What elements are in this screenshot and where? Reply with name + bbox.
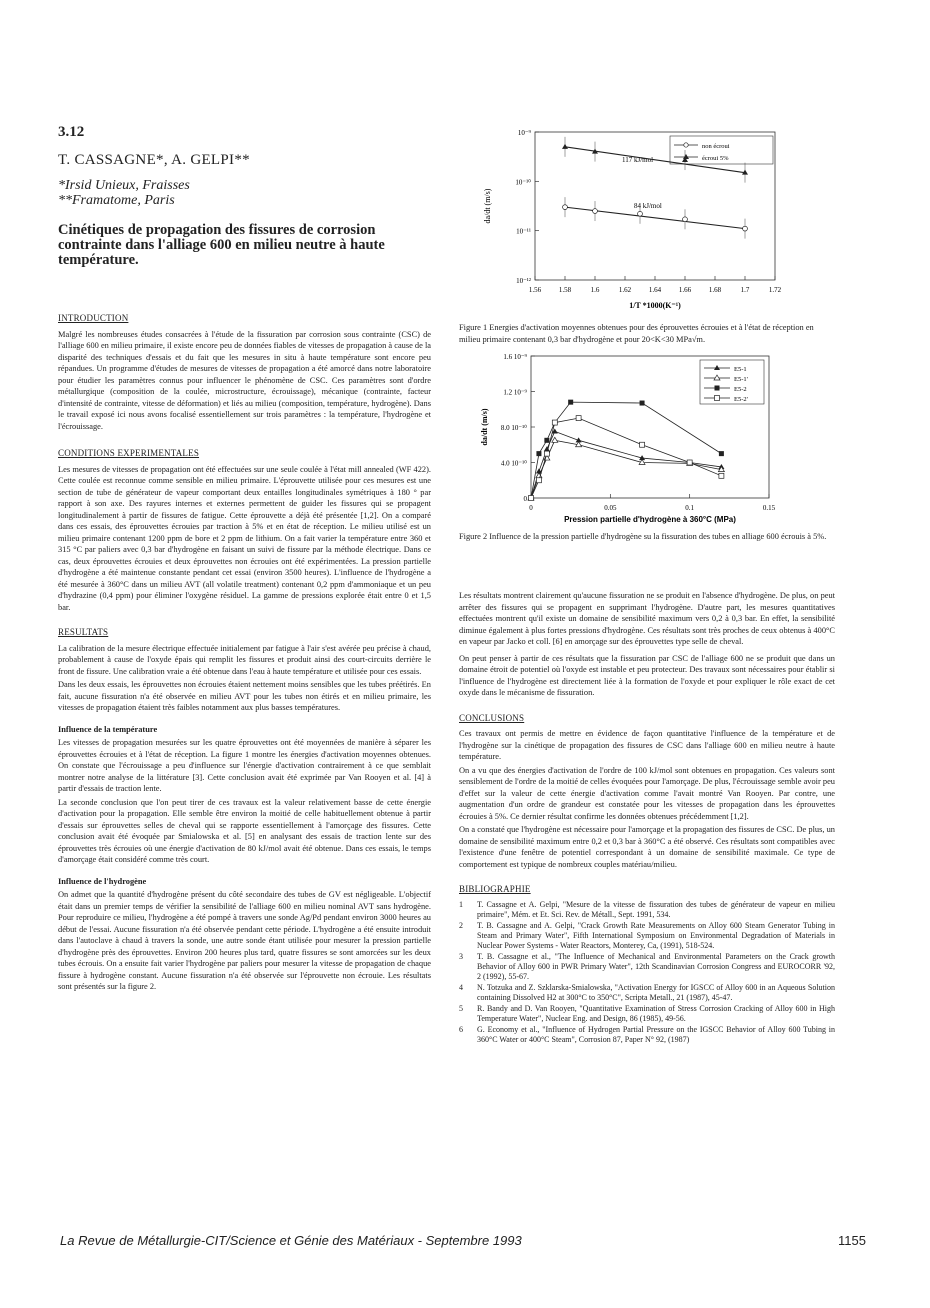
figure-2-y-label: da/dt (m/s) xyxy=(480,408,489,446)
figure-2-x-tick-label: 0.1 xyxy=(685,504,695,512)
figure-1-y-ticks xyxy=(515,129,539,285)
affiliation-2: **Framatome, Paris xyxy=(58,193,175,208)
bibliography-text: G. Economy et al., "Influence of Hydrogen Partial Pressure on the IGSCC Behavior of Alloy 600 Tubing in 360°C Water or 400°C Steam", Corrosion 87, Paper N° 92, (1987) xyxy=(477,1024,835,1044)
bibliography-number: 6 xyxy=(459,1024,463,1034)
figure-1-x-tick-label: 1.62 xyxy=(618,286,632,294)
bibliography-item xyxy=(459,921,835,951)
figure-2-legend-label: E5-2' xyxy=(734,396,748,403)
figure-2-y-tick-label: 8.0 10⁻¹⁰ xyxy=(500,424,527,432)
bibliography-number: 2 xyxy=(459,920,463,930)
bibliography-heading: BIBLIOGRAPHIE xyxy=(459,884,531,894)
introduction-text: Malgré les nombreuses études consacrées à l'étude de la fissuration par corrosion sous contrainte (CSC) de l'alliage 600 en milieu primaire, il existe encore peu de données fiables de vitesses de propagation à cause de la disparité des techniques d'essais et du fait que les mesures in situ à haute température sont encore peu répandues. Un programme d'études de mesures de vitesses de propagation a été amorcé dans notre laboratoire pour étudier les paramètres connus pour influencer le phénomène de CSC. Ces paramètres sont d'ordre métallurgique (composition de la coulée, microstructure, écrouissage), mécanique (contrainte, facteur d'intensité de contrainte, vitesse de déformation) et liés au milieu (composition, température, hydrogène). Dans le travail exposé ici nous avons focalisé essentiellement sur trois paramètres : la température, l'hydrogène et l'écrouissage. xyxy=(58,329,431,431)
figure-1-y-label: da/dt (m/s) xyxy=(483,188,492,224)
bibliography-text: T. B. Cassagne et al., "The Influence of Mechanical and Environmental Parameters on the Crack growth Behavior of Alloy 600 in PWR Primary Water", 12th Scandinavian Corrosion Congress and EUROCORR '92, 2 (1992), 55-67. xyxy=(477,951,835,981)
figure-2-legend-marker xyxy=(715,396,720,401)
figure-1-point xyxy=(683,217,688,222)
authors: T. CASSAGNE*, A. GELPI** xyxy=(58,152,250,168)
figure-1-caption: Figure 1 Energies d'activation moyennes obtenues pour des éprouvettes écrouies et à l'état de réception en milieu primaire contenant 0,3 bar d'hydrogène et pour 20<K<30 MPa√m. xyxy=(459,323,814,344)
figure-2-x-label: Pression partielle d'hydrogène à 360°C (MPa) xyxy=(564,515,736,524)
figure-1-x-tick-label: 1.58 xyxy=(558,286,572,294)
figure-2-x-ticks xyxy=(529,494,775,512)
conclusions-p2: On a vu que des énergies d'activation de l'ordre de 100 kJ/mol sont obtenues en propagation. Ces valeurs sont sensiblement de l'ordre de la moitié de celles évoquées pour l'amorçage. De plus, l'écrouissage semble avoir peu d'effet sur la valeur de cette énergie d'activation comme l'avait montré Van Rooyen. Par contre, une augmentation d'un ordre de grandeur est constatée pour les vitesses de propagation dans les éprouvettes écrouies à 5%. Ce dernier résultat confirme les données obtenues précédemment [1,2]. xyxy=(459,765,835,821)
affiliations xyxy=(58,178,190,208)
bibliography-text: T. B. Cassagne and A. Gelpi, "Crack Growth Rate Measurements on Alloy 600 Steam Generator Tubing in Steam and Primary Water", Fifth International Symposium on Environmental Degradation of Materials in Nuclear Power Systems - Water Reactors, Monterey, Ca, (1991), 518-524. xyxy=(477,920,835,950)
figure-2-legend-marker xyxy=(715,386,720,391)
figure-1-y-tick-label: 10⁻¹² xyxy=(516,277,531,285)
figure-2-series-line xyxy=(531,440,721,498)
temperature-p1: Les vitesses de propagation mesurées sur les quatre éprouvettes ont été moyennées de manière à séparer les éprouvettes écrouies et à l'état de réception. La figure 1 montre les énergies d'activation moyennes obtenues. On constate que l'écrouissage a peu d'influence sur l'énergie d'activation contrairement à ce que semblait montrer notre analyse de la littérature [3]. Cette conclusion avait été exprimée par Van Rooyen et al. [4] à partir d'essais de traction lente. xyxy=(58,738,431,793)
right-column xyxy=(459,590,835,1046)
journal-footer: La Revue de Métallurgie-CIT/Science et Génie des Matériaux - Septembre 1993 xyxy=(60,1233,522,1248)
left-column xyxy=(58,313,431,995)
affiliation-1: *Irsid Unieux, Fraisses xyxy=(58,178,190,193)
bibliography-number: 3 xyxy=(459,951,463,961)
figure-2-y-ticks xyxy=(501,353,535,503)
bibliography-item xyxy=(459,983,835,1003)
bibliography-item xyxy=(459,1025,835,1045)
figure-2-point xyxy=(552,437,558,442)
conclusions-heading: CONCLUSIONS xyxy=(459,712,525,723)
figure-2-series-line xyxy=(531,402,721,498)
figure-1-x-tick-label: 1.66 xyxy=(678,286,692,294)
introduction-heading: INTRODUCTION xyxy=(58,313,129,323)
figure-1-legend-label-2: écroui 5% xyxy=(702,155,729,162)
bibliography-text: R. Bandy and D. Van Rooyen, "Quantitative Examination of Stress Corrosion Cracking of Alloy 600 in High Temperature Water", Nuclear Eng. and Design, 86 (1985), 49-56. xyxy=(477,1003,835,1023)
figure-2-y-tick-label: 1.2 10⁻⁹ xyxy=(503,388,527,397)
figure-1-x-ticks xyxy=(529,276,782,294)
conditions-text: Les mesures de vitesses de propagation ont été effectuées sur une seule coulée à l'état mill annealed (WF 422). Cette coulée est reconnue comme sensible en milieu primaire. L'éprouvette utilisée pour ces mesures est une section de tube de générateur de vapeur comportant deux entailles longitudinales symétriques à 180 ° par rapport à son axe. Des rayures internes et externes permettent de guider les fissures qui se propagent longitudinalement à partir de fissures de fatigue. Cette éprouvette a déjà été présentée [1,2]. On a comparé dans ces essais, des éprouvettes écrouies par traction à 5% et en état de réception. Le milieu utilisé est un milieu primaire contenant 1200 ppm de bore et 2 ppm de lithium. On a fait varier la température entre 360 et 315 °C par paliers avec 0,3 bar d'hydrogène en faisant un suivi de fissure par la méthode électrique. Dans ce cas, deux éprouvettes écrouies et deux éprouvettes non écrouies ont été expérimentées. La pression partielle d'hydrogène a été maintenue constante pendant cet essai (environ 3500 heures). L'influence de l'hydrogène a été mesurée à 360°C dans un milieu AVT (all volatile treatment) contenant 0,2 ppm d'ammoniaque et un peu d'hydrazine (0,4 ppm) pour éliminer l'oxygène résiduel. La gamme de pressions explorée était entre 0 et 1,5 bar. xyxy=(58,464,431,612)
bibliography-list xyxy=(459,900,835,1045)
figure-1-fit-line xyxy=(565,207,745,228)
figure-1-x-tick-label: 1.64 xyxy=(648,286,662,294)
figure-2-point xyxy=(536,451,541,456)
figure-1-legend-marker-1 xyxy=(684,143,688,147)
figure-2-point xyxy=(640,442,645,447)
figure-2-legend-box xyxy=(700,360,764,404)
figure-1-annotation-117: 117 kJ/mol xyxy=(622,156,654,164)
figure-1-y-tick-label: 10⁻¹⁰ xyxy=(515,178,531,187)
resultats-heading: RESULTATS xyxy=(58,627,109,637)
bibliography-text: N. Totzuka and Z. Szklarska-Smialowska, "Activation Energy for IGSCC of Alloy 600 in an Aqueous Solution containing Dissolved H2 at 300°C to 350°C", Scripta Metall., 21 (1987), 45-47. xyxy=(477,982,835,1002)
figure-1-point xyxy=(563,205,568,210)
figure-1-y-tick-label: 10⁻¹¹ xyxy=(516,227,531,236)
figure-2-point xyxy=(640,401,645,406)
figure-2-legend xyxy=(700,360,764,404)
figure-2-point xyxy=(576,416,581,421)
figure-2-point xyxy=(544,451,549,456)
bibliography-number: 5 xyxy=(459,1003,463,1013)
figure-1-point xyxy=(743,226,748,231)
figure-1-x-tick-label: 1.7 xyxy=(740,286,750,294)
figure-2-chart xyxy=(462,348,792,528)
bibliography-item xyxy=(459,952,835,982)
figure-1-point xyxy=(562,144,568,149)
figure-1-x-tick-label: 1.6 xyxy=(590,286,600,294)
figure-2-point xyxy=(687,460,692,465)
page-number: 1155 xyxy=(838,1233,866,1248)
temperature-p2: La seconde conclusion que l'on peut tirer de ces travaux est la valeur relativement basse de cette énergie d'activation pour la propagation. Elle semble être environ la moitié de celle habituellement obtenue à partir d'essais sur éprouvettes selles de cheval qui se rapporte essentiellement à l'amorçage des fissures. Cette conclusion avait été évoquée par Smialowska et al. [5] en analysant des essais de traction lente sur des éprouvettes très écrouies où une énergie d'activation de 80 kJ/mol avait été obtenue. Dans ces essais, le temps d'amorçage était considéré comme très court. xyxy=(58,797,431,864)
paper-title: Cinétiques de propagation des fissures de corrosion contrainte dans l'alliage 600 en milieu neutre à haute température. xyxy=(58,222,385,268)
conclusions-p3: On a constaté que l'hydrogène est nécessaire pour l'amorçage et la propagation des fissures de CSC. De plus, un domaine de sensibilité maximum entre 0,2 et 0,3 bar à 360°C a été observé. Ces résultats sont compatibles avec l'existence d'une fenêtre de potentiel correspondant à un domaine de sensibilité maximale. Ce type de comportement est typique de nombreux couples matériau/milieu. xyxy=(459,825,835,869)
hydrogene-text: On admet que la quantité d'hydrogène présent du côté secondaire des tubes de GV est négligeable. L'objectif était dans un premier temps de vérifier la sensibilité de l'alliage 600 en milieu nominal AVT sans hydrogène. Pour reproduire ce milieu, l'hydrogène a été pompé à travers une sonde Ag/Pd pendant environ 3000 heures au début de l'essai. Aucune fissuration n'a été observée pendant cette période. L'hydrogène a été ensuite introduit dans l'autoclave à chaud à travers la sonde, une autre sonde étant utilisée pour mesurer la pression partielle d'hydrogène près des éprouvettes. Environ 200 heures plus tard, quatre fissures se sont amorcées sur les deux tubes écrouis. On a ensuite fait varier l'hydrogène par paliers pour mesurer la vitesse de propagation de chaque fissure à hydrogène constant. Aucune fissuration n'a été observée sur l'éprouvette non écrouie. Les résultats sont présentés sur la figure 2. xyxy=(58,890,431,991)
hydrogene-heading: Influence de l'hydrogène xyxy=(58,876,147,886)
figure-2-legend-label: E5-2 xyxy=(734,386,747,393)
temperature-heading: Influence de la température xyxy=(58,724,158,734)
figure-2-legend-label: E5-1 xyxy=(734,366,747,373)
bibliography-item xyxy=(459,900,835,920)
figure-2-y-tick-label: 1.6 10⁻⁹ xyxy=(503,353,527,361)
figure-1-x-label: 1/T *1000(K⁻¹) xyxy=(629,301,681,310)
figure-2-point xyxy=(536,478,541,483)
figure-2-legend-label: E5-1' xyxy=(734,376,748,383)
figure-2-x-tick-label: 0.05 xyxy=(604,504,617,512)
right-text-p1: Les résultats montrent clairement qu'aucune fissuration ne se produit en l'absence d'hydrogène. De plus, on peut arrêter des fissures qui se propagent en supprimant l'hydrogène. D'autre part, les mesures quantitatives effectuées montrent qu'il existe un domaine de sensibilité maximum vers 0,2 à 0,3 bar. En effet, la sensibilité diminue également à plus fortes pressions d'hydrogène. Ces résultats sont très proches de ceux obtenus à 400°C en vapeur par Jacko et coll. [6] en amorçage sur des éprouvettes type selle de cheval. xyxy=(459,591,835,646)
section-number: 3.12 xyxy=(58,124,85,140)
figure-2-point xyxy=(719,451,724,456)
bibliography-number: 1 xyxy=(459,899,463,909)
figure-2-point xyxy=(544,438,549,443)
figure-2-point xyxy=(529,496,534,501)
figure-2-caption: Figure 2 Influence de la pression partielle d'hydrogène su la fissuration des tubes en alliage 600 écrouis à 5%. xyxy=(459,532,827,541)
resultats-p1: La calibration de la mesure électrique effectuée initialement par fatigue à l'air s'est avérée peu précise à chaud, probablement à cause de l'oxyde épais qui remplit les fissures et produit ainsi des court-circuits derrière le front de fissure. Une calibration vraie a été obtenue dans l'eau à haute température et utilisée pour ces essais. xyxy=(58,643,431,676)
figure-1-y-tick-label: 10⁻⁹ xyxy=(517,129,531,137)
figure-2-y-tick-label: 0 xyxy=(523,495,527,503)
figure-1-x-tick-label: 1.72 xyxy=(768,286,782,294)
figure-2-point xyxy=(568,400,573,405)
figure-2-x-tick-label: 0 xyxy=(529,504,533,512)
bibliography-number: 4 xyxy=(459,982,463,992)
conditions-heading: CONDITIONS EXPERIMENTALES xyxy=(58,448,200,458)
figure-2-point xyxy=(719,473,724,478)
bibliography-item xyxy=(459,1004,835,1024)
figure-1-chart xyxy=(470,122,790,312)
figure-1-point xyxy=(593,209,598,214)
figure-1-x-tick-label: 1.68 xyxy=(708,286,722,294)
conclusions-p1: Ces travaux ont permis de mettre en évidence de façon quantitative l'influence de la température et de l'hydrogène sur la cinétique de propagation des fissures de CSC dans l'alliage 600 en milieu neutre à haute température. xyxy=(459,729,835,761)
resultats-p2: Dans les deux essais, les éprouvettes non écrouies étaient nettement moins sensibles que les tubes préétirés. En fait, aucune fissuration n'a été observée en milieu AVT pour les tubes non étirés et en milieu primaire, les vitesses de propagation étaient très faibles notamment aux plus basses températures. xyxy=(58,680,431,712)
figure-2-point xyxy=(552,420,557,425)
figure-1-point xyxy=(638,211,643,216)
figure-1-x-tick-label: 1.56 xyxy=(528,286,542,294)
figure-1-annotation-84: 84 kJ/mol xyxy=(634,202,662,210)
bibliography-text: T. Cassagne et A. Gelpi, "Mesure de la vitesse de fissuration des tubes de générateur de vapeur en milieu primaire", Mém. et Et. Sci. Rev. de Métall., Sept. 1991, 534. xyxy=(477,899,835,919)
figure-2-y-tick-label: 4.0 10⁻¹⁰ xyxy=(500,459,527,468)
right-text-p2: On peut penser à partir de ces résultats que la fissuration par CSC de l'alliage 600 ne se produit que dans un domaine étroit de potentiel où l'oxyde est instable et peu protecteur. Des travaux sont nécessaires pour établir si l'influence de l'hydrogène est directement liée à la formation de l'oxyde et pour expliquer le rôle exact de cet oxyde dans le mécanisme de fissuration. xyxy=(459,653,835,697)
figure-2-series xyxy=(528,400,724,501)
figure-2-x-tick-label: 0.15 xyxy=(762,504,776,512)
figure-1-legend-label-1: non écroui xyxy=(702,143,730,150)
